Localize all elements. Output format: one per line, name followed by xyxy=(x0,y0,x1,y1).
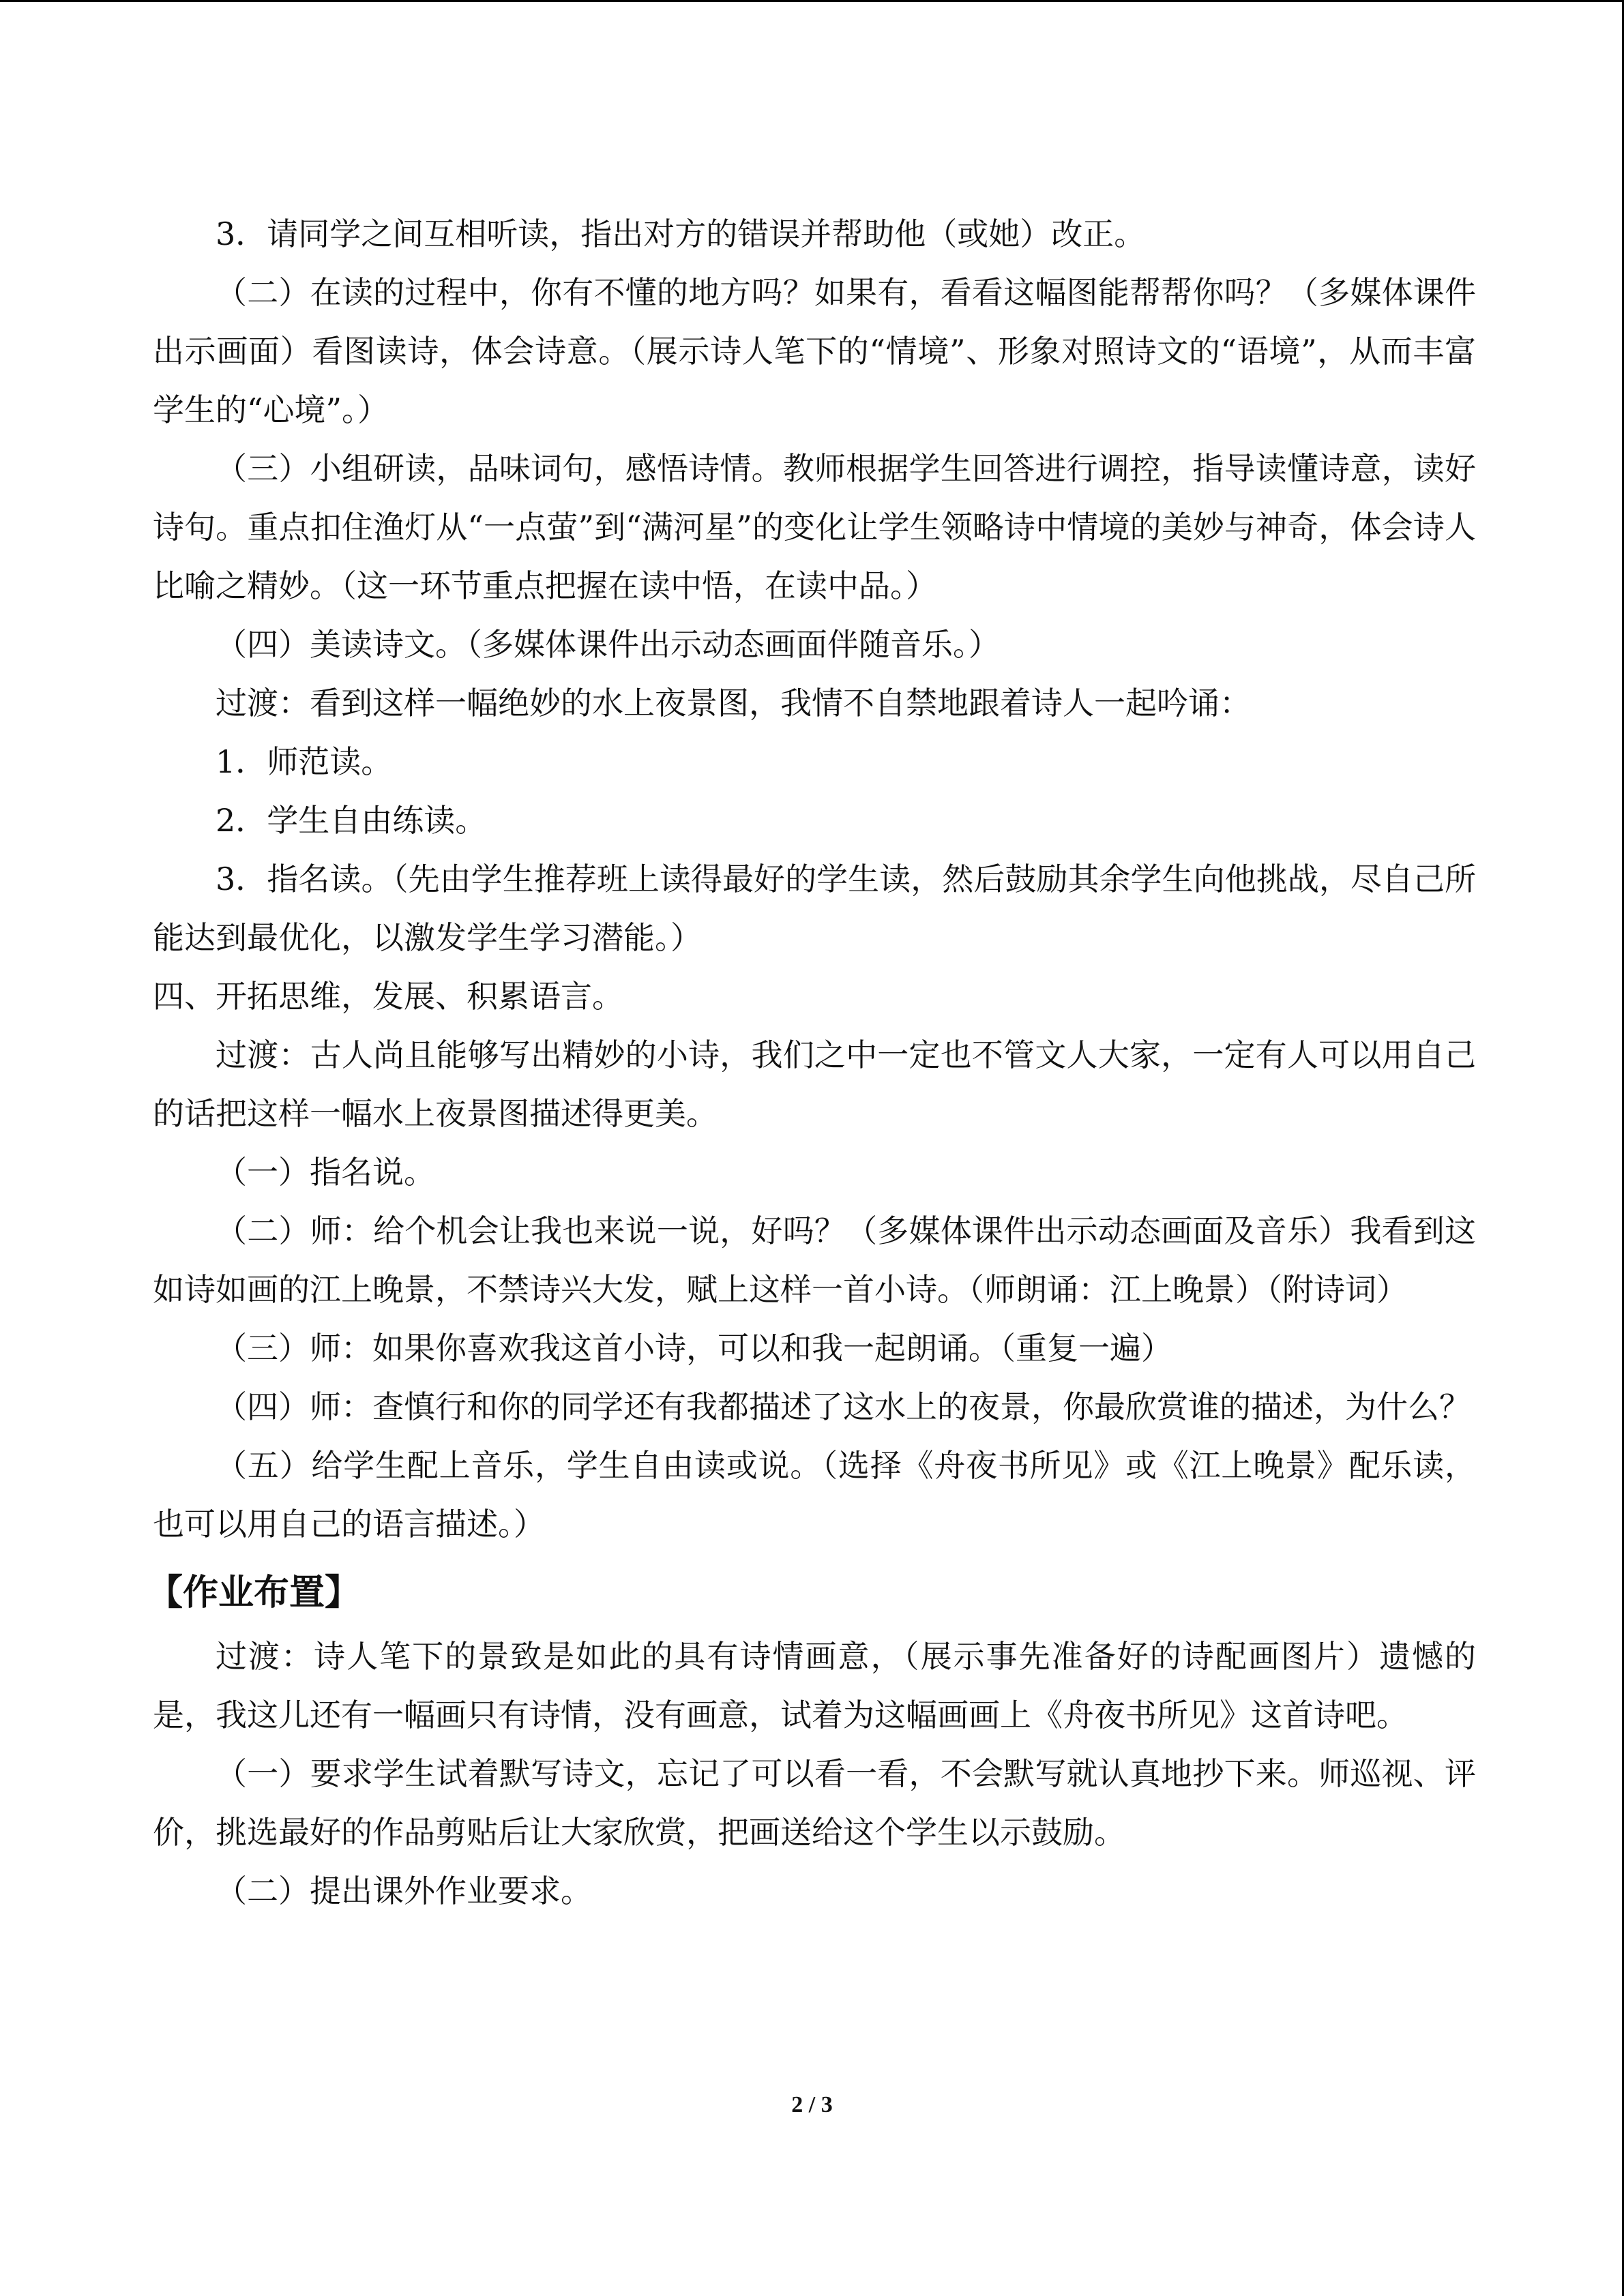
paragraph: 1．师范读。 xyxy=(216,743,393,780)
homework-heading: 【作业布置】 xyxy=(147,1572,361,1613)
paragraph: （二）师：给个机会让我也来说一说，好吗？（多媒体课件出示动态画面及音乐）我看到这如诗如画的江上晚景，不禁诗兴大发，赋上这样一首小诗。（师朗诵：江上晚景）（附诗词） xyxy=(153,1212,1476,1308)
paragraph: 3．请同学之间互相听读，指出对方的错误并帮助他（或她）改正。 xyxy=(216,215,1146,252)
paragraph: （四）美读诗文。（多媒体课件出示动态画面伴随音乐。） xyxy=(216,626,1000,663)
document-body xyxy=(147,205,1476,1920)
page-top-border xyxy=(0,0,1624,2)
paragraph: 过渡：诗人笔下的景致是如此的具有诗情画意，（展示事先准备好的诗配画图片）遗憾的是，我这儿还有一幅画只有诗情，没有画意，试着为这幅画画上《舟夜书所见》这首诗吧。 xyxy=(153,1638,1476,1733)
paragraph: （三）师：如果你喜欢我这首小诗，可以和我一起朗诵。（重复一遍） xyxy=(216,1330,1172,1367)
paragraph: （二）提出课外作业要求。 xyxy=(216,1873,592,1909)
paragraph: （二）在读的过程中，你有不懂的地方吗？如果有，看看这幅图能帮帮你吗？（多媒体课件出示画面）看图读诗，体会诗意。（展示诗人笔下的“情境”、形象对照诗文的“语境”，从而丰富学生的“心境”。） xyxy=(153,274,1476,428)
paragraph: （四）师：查慎行和你的同学还有我都描述了这水上的夜景，你最欣赏谁的描述，为什么？ xyxy=(216,1388,1471,1425)
paragraph: 2．学生自由练读。 xyxy=(216,802,487,839)
paragraph: 3．指名读。（先由学生推荐班上读得最好的学生读，然后鼓励其余学生向他挑战，尽自己所能达到最优化，以激发学生学习潜能。） xyxy=(153,861,1476,956)
paragraph: 过渡：看到这样一幅绝妙的水上夜景图，我情不自禁地跟着诗人一起吟诵： xyxy=(216,685,1251,721)
paragraph: 过渡：古人尚且能够写出精妙的小诗，我们之中一定也不管文人大家，一定有人可以用自己的话把这样一幅水上夜景图描述得更美。 xyxy=(153,1037,1476,1132)
paragraph: （五）给学生配上音乐，学生自由读或说。（选择《舟夜书所见》或《江上晚景》配乐读，也可以用自己的语言描述。） xyxy=(153,1447,1476,1542)
paragraph: （三）小组研读，品味词句，感悟诗情。教师根据学生回答进行调控，指导读懂诗意，读好诗句。重点扣住渔灯从“一点萤”到“满河星”的变化让学生领略诗中情境的美妙与神奇，体会诗人比喻之精妙。（这一环节重点把握在读中悟，在读中品。） xyxy=(153,450,1476,604)
page-number: 2 / 3 xyxy=(791,2092,833,2117)
paragraph: （一）指名说。 xyxy=(216,1154,435,1191)
paragraph: （一）要求学生试着默写诗文，忘记了可以看一看，不会默写就认真地抄下来。师巡视、评价，挑选最好的作品剪贴后让大家欣赏，把画送给这个学生以示鼓励。 xyxy=(153,1755,1476,1851)
section-four-heading: 四、开拓思维，发展、积累语言。 xyxy=(153,978,623,1015)
